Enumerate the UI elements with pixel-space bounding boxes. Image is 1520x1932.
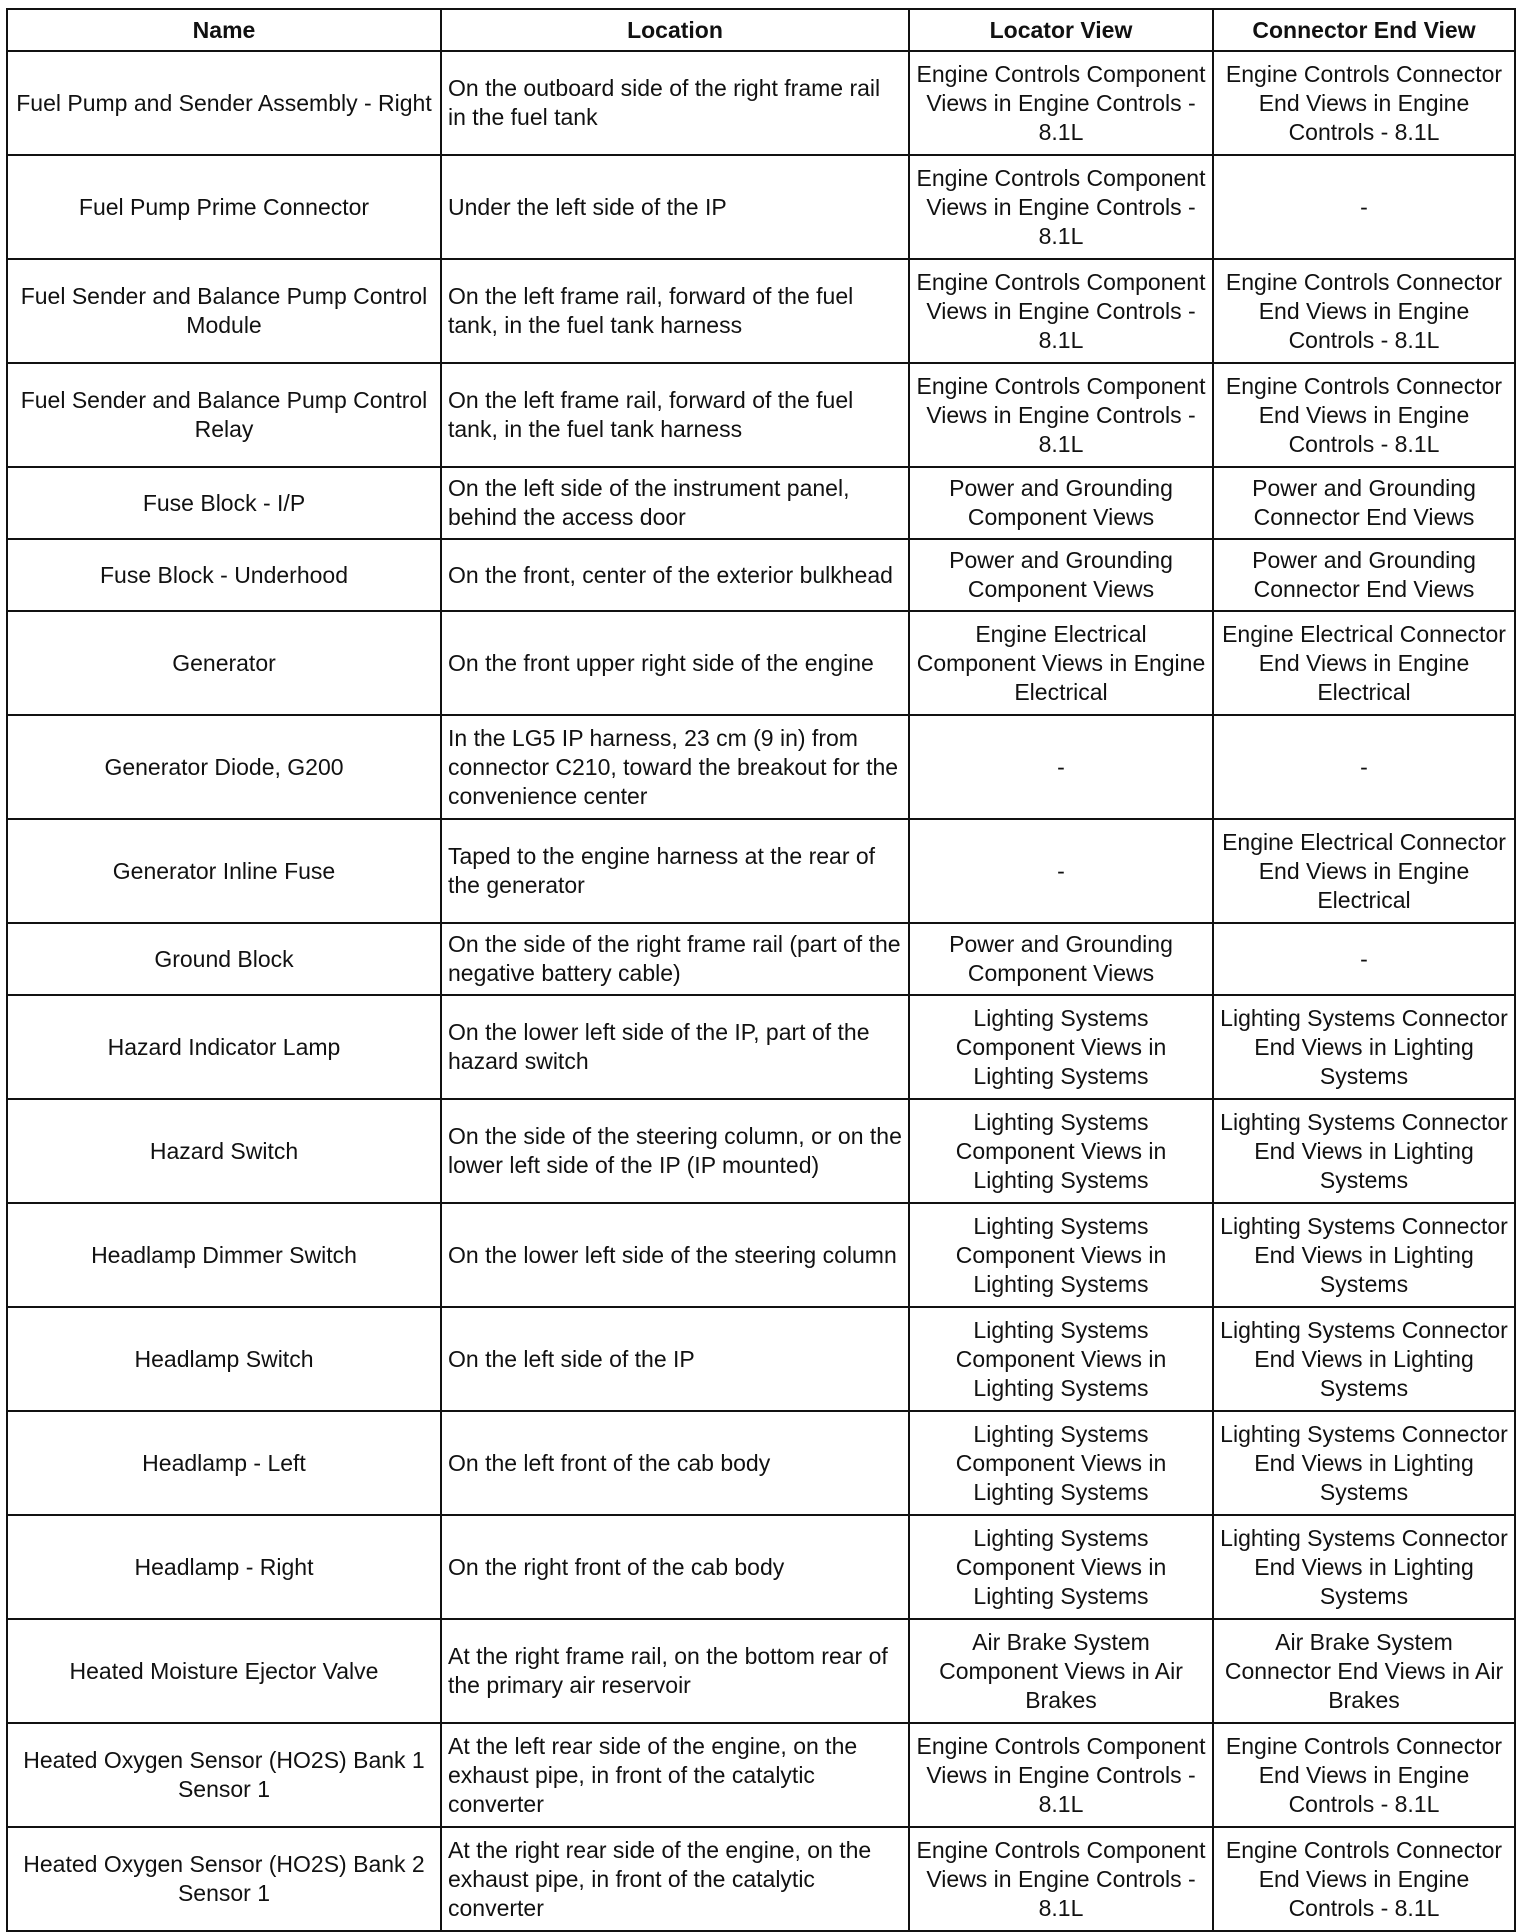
cell-locator-view: Lighting Systems Component Views in Lighting Systems	[909, 1099, 1213, 1203]
cell-name: Ground Block	[7, 923, 441, 995]
cell-locator-view: Engine Controls Component Views in Engine Controls - 8.1L	[909, 363, 1213, 467]
cell-connector-end-view: Lighting Systems Connector End Views in Lighting Systems	[1213, 1203, 1515, 1307]
cell-name: Hazard Indicator Lamp	[7, 995, 441, 1099]
cell-locator-view: Power and Grounding Component Views	[909, 467, 1213, 539]
component-locator-table-container	[6, 8, 1514, 1932]
cell-connector-end-view: Power and Grounding Connector End Views	[1213, 467, 1515, 539]
cell-location: On the front upper right side of the engine	[441, 611, 909, 715]
cell-location: On the left front of the cab body	[441, 1411, 909, 1515]
cell-connector-end-view: -	[1213, 155, 1515, 259]
cell-location: On the lower left side of the steering column	[441, 1203, 909, 1307]
table-row	[7, 923, 1515, 995]
cell-location: On the left frame rail, forward of the fuel tank, in the fuel tank harness	[441, 259, 909, 363]
cell-name: Fuel Pump Prime Connector	[7, 155, 441, 259]
cell-name: Heated Oxygen Sensor (HO2S) Bank 2 Sensor 1	[7, 1827, 441, 1931]
table-row	[7, 1723, 1515, 1827]
cell-location: In the LG5 IP harness, 23 cm (9 in) from connector C210, toward the breakout for the convenience center	[441, 715, 909, 819]
cell-name: Headlamp Switch	[7, 1307, 441, 1411]
cell-connector-end-view: Lighting Systems Connector End Views in Lighting Systems	[1213, 1099, 1515, 1203]
cell-name: Headlamp - Right	[7, 1515, 441, 1619]
cell-location: On the lower left side of the IP, part of the hazard switch	[441, 995, 909, 1099]
table-row	[7, 1827, 1515, 1931]
cell-name: Fuel Sender and Balance Pump Control Relay	[7, 363, 441, 467]
cell-name: Fuse Block - Underhood	[7, 539, 441, 611]
cell-connector-end-view: Air Brake System Connector End Views in Air Brakes	[1213, 1619, 1515, 1723]
table-row	[7, 1411, 1515, 1515]
cell-location: On the front, center of the exterior bulkhead	[441, 539, 909, 611]
cell-location: On the right front of the cab body	[441, 1515, 909, 1619]
cell-name: Headlamp - Left	[7, 1411, 441, 1515]
cell-locator-view: -	[909, 715, 1213, 819]
cell-name: Headlamp Dimmer Switch	[7, 1203, 441, 1307]
table-row	[7, 467, 1515, 539]
cell-connector-end-view: Lighting Systems Connector End Views in Lighting Systems	[1213, 995, 1515, 1099]
table-row	[7, 715, 1515, 819]
table-row	[7, 995, 1515, 1099]
cell-location: On the left side of the IP	[441, 1307, 909, 1411]
table-row	[7, 611, 1515, 715]
table-row	[7, 259, 1515, 363]
cell-connector-end-view: Engine Controls Connector End Views in Engine Controls - 8.1L	[1213, 1827, 1515, 1931]
cell-name: Heated Oxygen Sensor (HO2S) Bank 1 Sensor 1	[7, 1723, 441, 1827]
cell-connector-end-view: Lighting Systems Connector End Views in Lighting Systems	[1213, 1515, 1515, 1619]
cell-connector-end-view: Engine Electrical Connector End Views in Engine Electrical	[1213, 611, 1515, 715]
cell-location: Taped to the engine harness at the rear of the generator	[441, 819, 909, 923]
header-name: Name	[7, 9, 441, 51]
cell-location: On the side of the right frame rail (part of the negative battery cable)	[441, 923, 909, 995]
cell-locator-view: Engine Controls Component Views in Engine Controls - 8.1L	[909, 155, 1213, 259]
cell-locator-view: Lighting Systems Component Views in Lighting Systems	[909, 1515, 1213, 1619]
table-row	[7, 155, 1515, 259]
table-row	[7, 1307, 1515, 1411]
cell-locator-view: Engine Controls Component Views in Engine Controls - 8.1L	[909, 1827, 1213, 1931]
cell-connector-end-view: -	[1213, 715, 1515, 819]
cell-locator-view: Lighting Systems Component Views in Lighting Systems	[909, 995, 1213, 1099]
cell-connector-end-view: Engine Controls Connector End Views in Engine Controls - 8.1L	[1213, 51, 1515, 155]
cell-location: Under the left side of the IP	[441, 155, 909, 259]
cell-location: On the left frame rail, forward of the fuel tank, in the fuel tank harness	[441, 363, 909, 467]
table-row	[7, 819, 1515, 923]
cell-locator-view: Engine Controls Component Views in Engine Controls - 8.1L	[909, 51, 1213, 155]
header-location: Location	[441, 9, 909, 51]
cell-connector-end-view: -	[1213, 923, 1515, 995]
cell-name: Generator Inline Fuse	[7, 819, 441, 923]
cell-connector-end-view: Engine Controls Connector End Views in Engine Controls - 8.1L	[1213, 363, 1515, 467]
cell-location: On the outboard side of the right frame rail in the fuel tank	[441, 51, 909, 155]
table-row	[7, 51, 1515, 155]
cell-locator-view: Lighting Systems Component Views in Lighting Systems	[909, 1411, 1213, 1515]
header-locator-view: Locator View	[909, 9, 1213, 51]
cell-locator-view: Air Brake System Component Views in Air Brakes	[909, 1619, 1213, 1723]
table-body	[7, 51, 1515, 1931]
cell-locator-view: Engine Controls Component Views in Engine Controls - 8.1L	[909, 1723, 1213, 1827]
table-row	[7, 539, 1515, 611]
table-row	[7, 1619, 1515, 1723]
component-locator-table	[6, 8, 1516, 1932]
cell-name: Fuel Sender and Balance Pump Control Module	[7, 259, 441, 363]
table-row	[7, 1515, 1515, 1619]
cell-location: At the right rear side of the engine, on the exhaust pipe, in front of the catalytic converter	[441, 1827, 909, 1931]
table-header-row	[7, 9, 1515, 51]
cell-locator-view: Engine Controls Component Views in Engine Controls - 8.1L	[909, 259, 1213, 363]
cell-connector-end-view: Power and Grounding Connector End Views	[1213, 539, 1515, 611]
cell-name: Generator Diode, G200	[7, 715, 441, 819]
cell-locator-view: Engine Electrical Component Views in Engine Electrical	[909, 611, 1213, 715]
cell-location: On the left side of the instrument panel, behind the access door	[441, 467, 909, 539]
cell-locator-view: Power and Grounding Component Views	[909, 539, 1213, 611]
cell-name: Generator	[7, 611, 441, 715]
table-row	[7, 1099, 1515, 1203]
cell-connector-end-view: Engine Electrical Connector End Views in Engine Electrical	[1213, 819, 1515, 923]
cell-connector-end-view: Engine Controls Connector End Views in Engine Controls - 8.1L	[1213, 259, 1515, 363]
cell-name: Heated Moisture Ejector Valve	[7, 1619, 441, 1723]
cell-connector-end-view: Engine Controls Connector End Views in Engine Controls - 8.1L	[1213, 1723, 1515, 1827]
cell-locator-view: Power and Grounding Component Views	[909, 923, 1213, 995]
cell-locator-view: Lighting Systems Component Views in Lighting Systems	[909, 1203, 1213, 1307]
table-row	[7, 1203, 1515, 1307]
cell-connector-end-view: Lighting Systems Connector End Views in Lighting Systems	[1213, 1307, 1515, 1411]
header-connector-end-view: Connector End View	[1213, 9, 1515, 51]
cell-name: Fuse Block - I/P	[7, 467, 441, 539]
cell-location: On the side of the steering column, or on the lower left side of the IP (IP mounted)	[441, 1099, 909, 1203]
cell-name: Hazard Switch	[7, 1099, 441, 1203]
cell-location: At the right frame rail, on the bottom rear of the primary air reservoir	[441, 1619, 909, 1723]
cell-connector-end-view: Lighting Systems Connector End Views in Lighting Systems	[1213, 1411, 1515, 1515]
table-row	[7, 363, 1515, 467]
cell-locator-view: Lighting Systems Component Views in Lighting Systems	[909, 1307, 1213, 1411]
cell-location: At the left rear side of the engine, on the exhaust pipe, in front of the catalytic converter	[441, 1723, 909, 1827]
cell-name: Fuel Pump and Sender Assembly - Right	[7, 51, 441, 155]
cell-locator-view: -	[909, 819, 1213, 923]
